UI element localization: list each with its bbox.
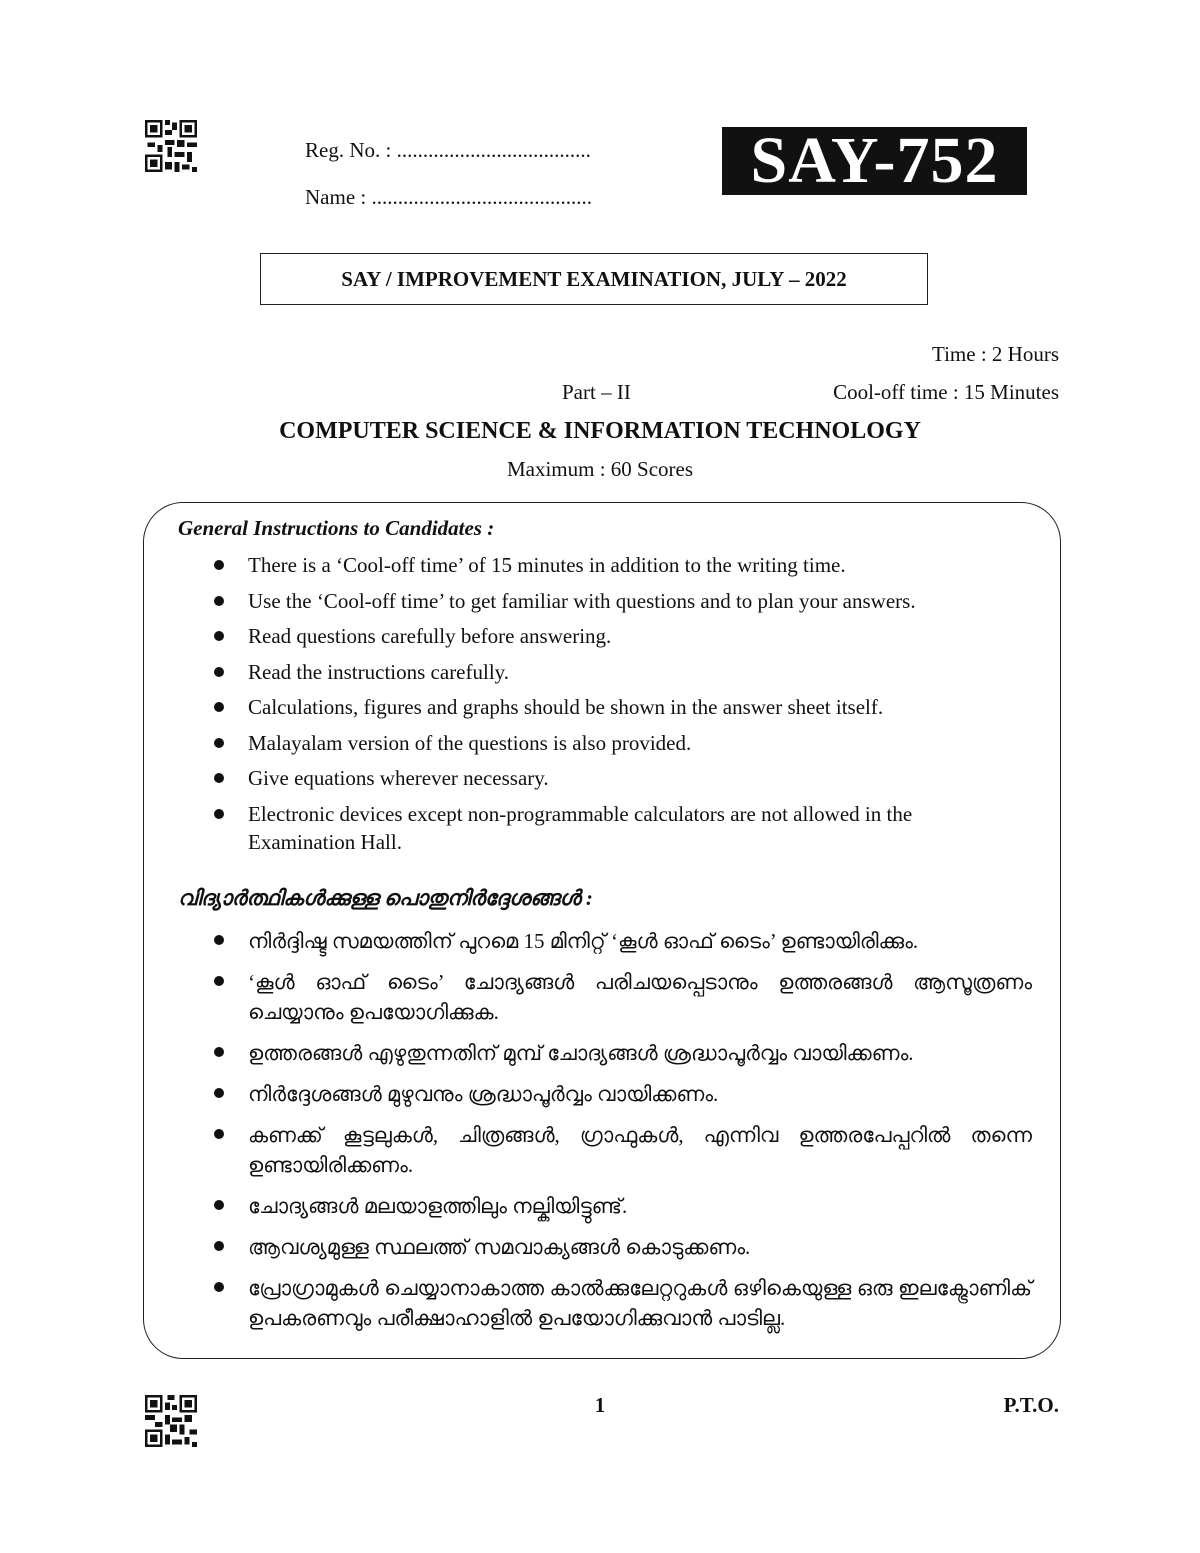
bullet-icon [214, 667, 224, 677]
list-item: Electronic devices except non-programmable calculators are not allowed in the Examination Hall. [210, 800, 1040, 856]
list-item: There is a ‘Cool-off time’ of 15 minutes in addition to the writing time. [210, 551, 1040, 579]
bullet-icon [214, 596, 224, 606]
page-number: 1 [594, 1393, 606, 1417]
cool-off-time: Cool-off time : 15 Minutes [833, 380, 1059, 404]
reg-no-field: Reg. No. : ..................................... [305, 138, 591, 162]
bullet-icon [214, 1200, 224, 1210]
list-item: Malayalam version of the questions is also provided. [210, 729, 1040, 757]
list-item: ആവശ്യമുള്ള സ്ഥലത്ത് സമവാക്യങ്ങൾ കൊടുക്കണം. [210, 1232, 1032, 1262]
maximum-score: Maximum : 60 Scores [506, 457, 694, 481]
subject-title: COMPUTER SCIENCE & INFORMATION TECHNOLOGY [279, 418, 921, 444]
list-item: നിർദ്ദിഷ്ട സമയത്തിന് പുറമെ 15 മിനിറ്റ് ‘കൂൾ ഓഫ് ടൈം’ ഉണ്ടായിരിക്കും. [210, 926, 1032, 956]
list-item: കണക്ക് കൂട്ടലുകൾ, ചിത്രങ്ങൾ, ഗ്രാഫുകൾ, എന്നിവ ഉത്തരപേപ്പറിൽ തന്നെ ഉണ്ടായിരിക്കണം. [210, 1120, 1032, 1180]
pto-label: P.T.O. [1003, 1393, 1059, 1417]
bullet-icon [214, 1241, 224, 1251]
bullet-icon [214, 1282, 224, 1292]
bullet-icon [214, 976, 224, 986]
qr-code-top [143, 120, 199, 172]
exam-title: SAY / IMPROVEMENT EXAMINATION, JULY – 2022 [260, 253, 928, 305]
bullet-icon [214, 1129, 224, 1139]
part-label: Part – II [562, 380, 631, 404]
list-item: ‘കൂൾ ഓഫ് ടൈം’ ചോദ്യങ്ങൾ പരിചയപ്പെടാനും ഉത്തരങ്ങൾ ആസൂത്രണം ചെയ്യാനും ഉപയോഗിക്കുക. [210, 967, 1032, 1027]
bullet-icon [214, 631, 224, 641]
list-item: Calculations, figures and graphs should be shown in the answer sheet itself. [210, 693, 1040, 721]
duration: Time : 2 Hours [932, 342, 1059, 366]
bullet-icon [214, 1047, 224, 1057]
list-item: Read the instructions carefully. [210, 658, 1040, 686]
list-item: Give equations wherever necessary. [210, 764, 1040, 792]
list-item: ചോദ്യങ്ങൾ മലയാളത്തിലും നല്കിയിട്ടുണ്ട്. [210, 1191, 1032, 1221]
english-instructions-list [210, 551, 1040, 863]
paper-code-badge: SAY-752 [722, 127, 1027, 195]
bullet-icon [214, 935, 224, 945]
english-instructions-heading: General Instructions to Candidates : [178, 516, 495, 540]
malayalam-instructions-heading: വിദ്യാർത്ഥികൾക്കുള്ള പൊതുനിർദ്ദേശങ്ങൾ : [178, 886, 593, 910]
bullet-icon [214, 560, 224, 570]
bullet-icon [214, 738, 224, 748]
list-item: Read questions carefully before answering. [210, 622, 1040, 650]
list-item: ഉത്തരങ്ങൾ എഴുതുന്നതിന് മുമ്പ് ചോദ്യങ്ങൾ ശ്രദ്ധാപൂർവ്വം വായിക്കണം. [210, 1038, 1032, 1068]
bullet-icon [214, 702, 224, 712]
list-item: Use the ‘Cool-off time’ to get familiar with questions and to plan your answers. [210, 587, 1040, 615]
list-item: നിർദ്ദേശങ്ങൾ മുഴുവനും ശ്രദ്ധാപൂർവ്വം വായിക്കണം. [210, 1079, 1032, 1109]
bullet-icon [214, 773, 224, 783]
bullet-icon [214, 809, 224, 819]
name-field: Name : .......................................... [305, 185, 592, 209]
list-item: പ്രോഗ്രാമുകൾ ചെയ്യാനാകാത്ത കാൽക്കുലേറ്ററുകൾ ഒഴികെയുള്ള ഒരു ഇലക്ട്രോണിക് ഉപകരണവും പരീക്ഷാഹാളിൽ ഉപയോഗിക്കുവാൻ പാടില്ല. [210, 1273, 1032, 1333]
bullet-icon [214, 1088, 224, 1098]
malayalam-instructions-list [210, 926, 1032, 1344]
